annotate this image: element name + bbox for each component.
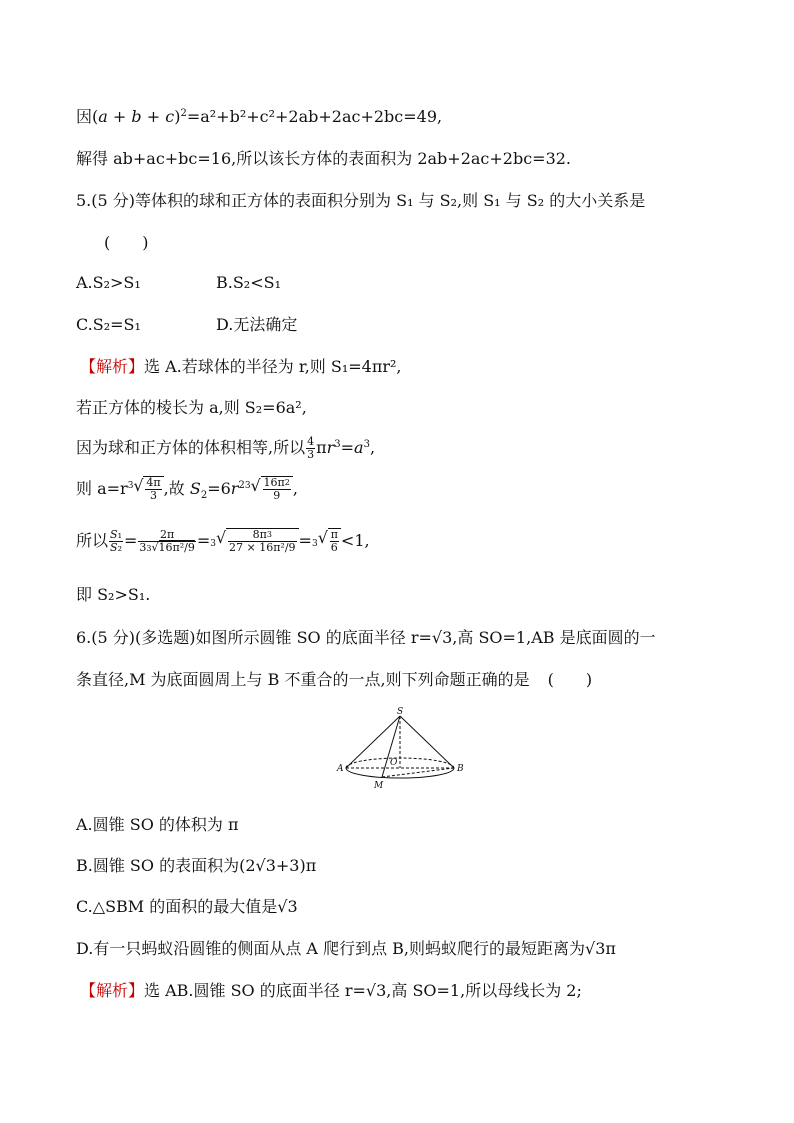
question-6-line-2 — [76, 669, 592, 691]
label-o: O — [390, 758, 398, 768]
solution-6-text: 选 AB.圆锥 SO 的底面半径 r=√3,高 SO=1,所以母线长为 2; — [144, 981, 582, 1000]
label-a: A — [337, 764, 344, 774]
solution-5-text-3: 因为球和正方体的体积相等,所以 — [76, 438, 306, 457]
solution-5-line-4: 则 $a=r^3$ √ $\frac{4\pi}{3}$ ,故 $S_2=6r^{23}$ √ $\frac{16\pi^2}{9}$ , — [76, 476, 298, 503]
label-s: S — [397, 707, 404, 717]
question-5-stem: 5.(5 分)等体积的球和正方体的表面积分别为 S₁ 与 S₂,则 S₁ 与 S₂ 的大小关系是 — [76, 191, 646, 210]
derivation-line-2: 解得 ab+ac+bc=16,所以该长方体的表面积为 2ab+2ac+2bc=32. — [76, 149, 572, 168]
derivation-prefix: 因 — [76, 107, 93, 126]
q6-option-b: B.圆锥 SO 的表面积为(2√3+3)π — [76, 856, 317, 875]
q5-option-d: D.无法确定 — [216, 315, 298, 334]
question-5-blank: ( ) — [104, 233, 149, 252]
question-6-blank: ( ) — [547, 670, 593, 689]
label-m: M — [374, 781, 384, 791]
sum-squared-expr: $(a + b + c)^2$ — [92, 107, 187, 126]
fraction-4-3: $\frac{4}{3}$ — [307, 435, 315, 461]
question-6-text-2: 条直径,M 为底面圆周上与 B 不重合的一点,则下列命题正确的是 — [76, 670, 530, 689]
solution-5-line-3: 因为球和正方体的体积相等,所以 $\frac{4}{3}$ $\pi r^3=a^3$, — [76, 435, 376, 461]
expansion-result: =a²+b²+c²+2ab+2ac+2bc=49, — [186, 107, 443, 126]
q6-option-a: A.圆锥 SO 的体积为 π — [76, 815, 239, 834]
question-6-line-1: 6.(5 分)(多选题)如图所示圆锥 SO 的底面半径 r=√3,高 SO=1,AB 是底面圆的一 — [76, 628, 656, 647]
q5-option-b: B.S₂<S₁ — [216, 273, 281, 292]
solution-tag: 【解析】 — [80, 981, 145, 1000]
solution-5-text-1: 选 A.若球体的半径为 r,则 S₁=4πr², — [144, 357, 402, 376]
solution-5-line-2: 若正方体的棱长为 a,则 S₂=6a², — [76, 398, 307, 417]
q5-option-a: A.S₂>S₁ — [76, 273, 141, 292]
cone-figure — [330, 706, 470, 792]
solution-6-line-1 — [80, 980, 582, 1002]
derivation-line-1 — [76, 106, 442, 131]
solution-5-line-6: 即 S₂>S₁. — [76, 585, 151, 604]
label-b: B — [457, 764, 464, 774]
q5-option-c: C.S₂=S₁ — [76, 315, 141, 334]
ratio-s1-s2: $\frac{\text{S₁}}{\text{S₂}}$ — [110, 528, 122, 554]
solution-5-text-5: 所以 — [76, 531, 109, 550]
solution-5-line-5: 所以 $\frac{\text{S₁}}{\text{S₂}}$ = $\frac{2\pi}{\text{33√16π²/9}}$ =3 √ $\frac{8\pi^3}{\text{27 × 16π²/9}}$ =3 √ $\frac{\pi}{6}$ <1, — [76, 528, 370, 555]
solution-5-line-1 — [80, 356, 402, 378]
solution-tag: 【解析】 — [80, 357, 145, 376]
q6-option-d: D.有一只蚂蚁沿圆锥的侧面从点 A 爬行到点 B,则蚂蚁爬行的最短距离为√3π — [76, 939, 616, 958]
solution-5-text-4: 则 a=r — [76, 479, 128, 498]
q6-option-c: C.△SBM 的面积的最大值是√3 — [76, 897, 298, 916]
